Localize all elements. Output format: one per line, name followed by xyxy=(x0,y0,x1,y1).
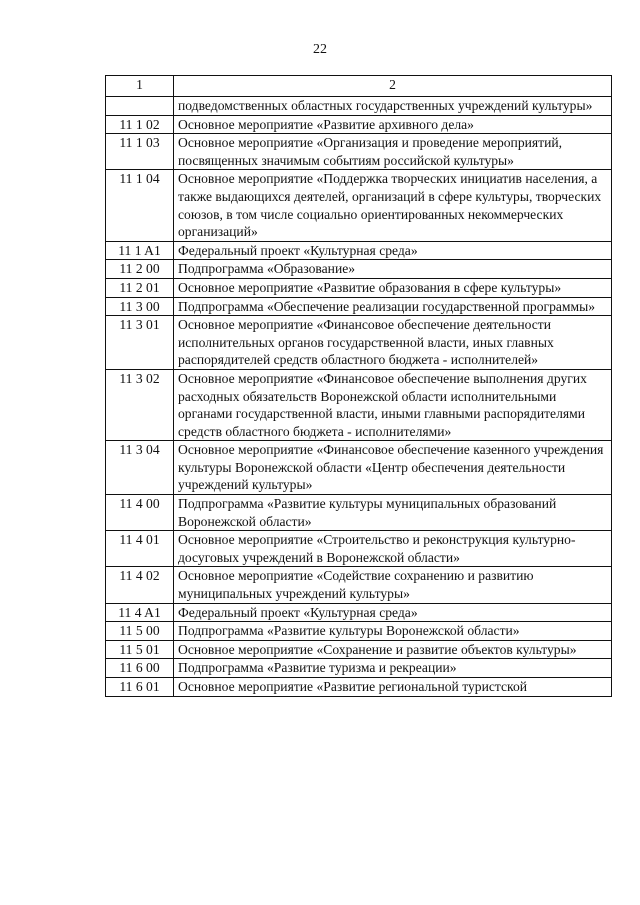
row-text: Основное мероприятие «Развитие образования в сфере культуры» xyxy=(174,278,612,297)
program-codes-table xyxy=(105,75,612,697)
row-text: Подпрограмма «Развитие культуры Воронежской области» xyxy=(174,622,612,641)
table-row xyxy=(106,659,612,678)
row-code: 11 3 00 xyxy=(106,297,174,316)
row-text: Подпрограмма «Развитие культуры муниципальных образований Воронежской области» xyxy=(174,495,612,531)
row-code: 11 5 00 xyxy=(106,622,174,641)
table-row xyxy=(106,115,612,134)
table-row xyxy=(106,97,612,116)
row-text: Подпрограмма «Обеспечение реализации государственной программы» xyxy=(174,297,612,316)
table-row xyxy=(106,278,612,297)
row-code: 11 4 A1 xyxy=(106,603,174,622)
row-text: Основное мероприятие «Финансовое обеспечение деятельности исполнительных органов государственной власти, иных главных распорядителей средств областного бюджета - исполнителей» xyxy=(174,316,612,370)
row-code: 11 1 02 xyxy=(106,115,174,134)
table-row xyxy=(106,441,612,495)
row-code: 11 1 03 xyxy=(106,134,174,170)
row-code: 11 3 02 xyxy=(106,369,174,440)
column-header-2: 2 xyxy=(174,76,612,97)
row-code: 11 4 01 xyxy=(106,531,174,567)
row-code: 11 6 01 xyxy=(106,678,174,697)
row-code: 11 2 00 xyxy=(106,260,174,279)
table-row xyxy=(106,241,612,260)
table-row xyxy=(106,260,612,279)
row-code: 11 2 01 xyxy=(106,278,174,297)
row-text: Основное мероприятие «Финансовое обеспечение выполнения других расходных обязательств Воронежской области исполнительными органами государственной власти, иными главными распорядителями средств областного бюджета - исполнителями» xyxy=(174,369,612,440)
table-row xyxy=(106,622,612,641)
table-header-row xyxy=(106,76,612,97)
table-row xyxy=(106,134,612,170)
table-row xyxy=(106,678,612,697)
row-text: Основное мероприятие «Строительство и реконструкция культурно-досуговых учреждений в Воронежской области» xyxy=(174,531,612,567)
page-number: 22 xyxy=(313,42,327,57)
table-row xyxy=(106,603,612,622)
table-row xyxy=(106,495,612,531)
table-row xyxy=(106,297,612,316)
row-code: 11 5 01 xyxy=(106,640,174,659)
row-text: Подпрограмма «Образование» xyxy=(174,260,612,279)
row-code: 11 4 00 xyxy=(106,495,174,531)
row-text: Основное мероприятие «Содействие сохранению и развитию муниципальных учреждений культуры» xyxy=(174,567,612,603)
row-text: Подпрограмма «Развитие туризма и рекреации» xyxy=(174,659,612,678)
row-code: 11 4 02 xyxy=(106,567,174,603)
row-text: Основное мероприятие «Развитие архивного дела» xyxy=(174,115,612,134)
column-header-1: 1 xyxy=(106,76,174,97)
table-row xyxy=(106,640,612,659)
row-code: 11 3 01 xyxy=(106,316,174,370)
table-row xyxy=(106,531,612,567)
row-text: Федеральный проект «Культурная среда» xyxy=(174,241,612,260)
table-row xyxy=(106,567,612,603)
table-row xyxy=(106,369,612,440)
row-code: 11 1 A1 xyxy=(106,241,174,260)
row-code xyxy=(106,97,174,116)
row-text: Основное мероприятие «Сохранение и развитие объектов культуры» xyxy=(174,640,612,659)
row-code: 11 1 04 xyxy=(106,170,174,241)
row-text: Федеральный проект «Культурная среда» xyxy=(174,603,612,622)
table-row xyxy=(106,316,612,370)
row-code: 11 3 04 xyxy=(106,441,174,495)
row-text: Основное мероприятие «Организация и проведение мероприятий, посвященных значимым событиям российской культуры» xyxy=(174,134,612,170)
row-code: 11 6 00 xyxy=(106,659,174,678)
row-text: Основное мероприятие «Финансовое обеспечение казенного учреждения культуры Воронежской области «Центр обеспечения деятельности учреждений культуры» xyxy=(174,441,612,495)
row-text: Основное мероприятие «Развитие региональной туристской xyxy=(174,678,612,697)
row-text: подведомственных областных государственных учреждений культуры» xyxy=(174,97,612,116)
table-row xyxy=(106,170,612,241)
row-text: Основное мероприятие «Поддержка творческих инициатив населения, а также выдающихся деятелей, организаций в сфере культуры, творческих союзов, в том числе социально ориентированных некоммерческих организаций» xyxy=(174,170,612,241)
